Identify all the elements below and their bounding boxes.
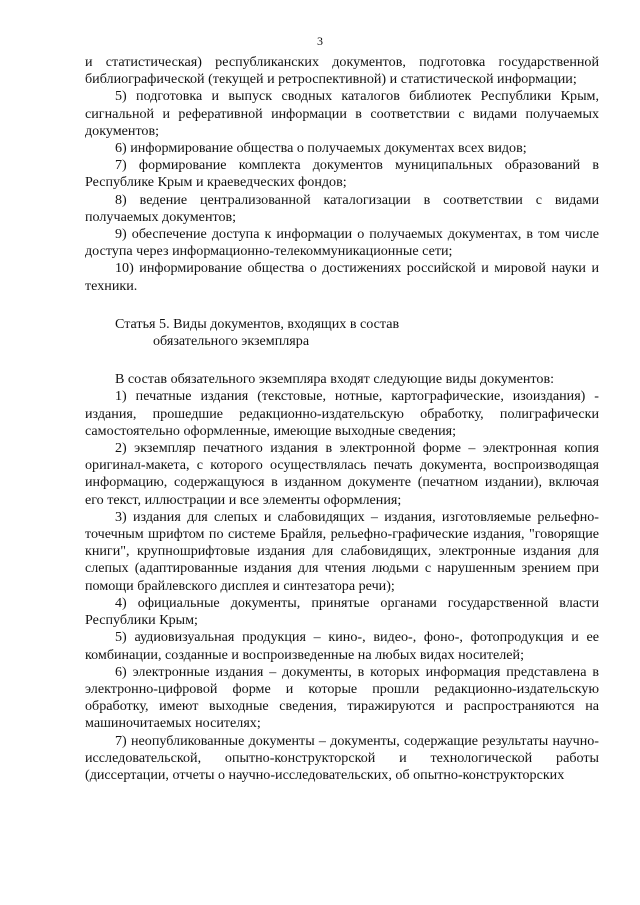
function-item-5: 5) подготовка и выпуск сводных каталогов библиотек Республики Крым, сигнальной и реферативной информации в соответствии с видами получаемых документов; — [85, 88, 599, 139]
document-type-3: 3) издания для слепых и слабовидящих – издания, изготовляемые рельефно-точечным шрифтом по системе Брайля, рельефно-графические издания, "говорящие книги", крупношрифтовые издания для слабовидящих, электронные издания для слепых (адаптированные издания для чтения людьми с нарушенным зрением при помощи брайлевского дисплея и синтезатора речи); — [85, 508, 599, 594]
document-type-1: 1) печатные издания (текстовые, нотные, картографические, изоиздания) - издания, прошедшие редакционно-издательскую обработку, полиграфически самостоятельно оформленные, имеющие выходные сведения; — [85, 388, 599, 439]
document-type-5: 5) аудиовизуальная продукция – кино-, видео-, фоно-, фотопродукция и ее комбинации, созданные и воспроизведенные на любых видах носителей; — [85, 629, 599, 663]
document-type-4: 4) официальные документы, принятые органами государственной власти Республики Крым; — [85, 594, 599, 629]
function-item-9: 9) обеспечение доступа к информации о получаемых документах, в том числе доступа через информационно-телекоммуникационные сети; — [85, 226, 599, 260]
intro-paragraph: В состав обязательного экземпляра входят следующие виды документов: — [115, 371, 555, 388]
document-body — [85, 54, 599, 784]
document-type-6: 6) электронные издания – документы, в которых информация представлена в электронно-цифровой форме и которые прошли редакционно-издательскую обработку, имеют выходные сведения, тиражируются и распространяются на машиночитаемых носителях; — [85, 663, 599, 732]
section-gap — [85, 295, 599, 316]
function-item-10: 10) информирование общества о достижениях российской и мировой науки и техники. — [85, 260, 599, 294]
article-title-line-2: обязательного экземпляра — [153, 333, 310, 350]
function-item-6: 6) информирование общества о получаемых документах всех видов; — [115, 140, 527, 157]
document-type-7: 7) неопубликованные документы – документы, содержащие результаты научно-исследовательской, опытно-конструкторской и технологической работы (диссертации, отчеты о научно-исследовательских, об опытно-конструкторских — [85, 732, 599, 783]
section-gap — [85, 350, 599, 371]
document-type-2: 2) экземпляр печатного издания в электронной форме – электронная копия оригинал-макета, с которого осуществлялась печать документа, воспроизводящая информацию, содержащуюся в изданном документе (печатном издании), включая его текст, иллюстрации и все элементы оформления; — [85, 440, 599, 508]
continuation-paragraph: и статистическая) республиканских документов, подготовка государственной библиографической (текущей и ретроспективной) и статистической информации; — [85, 54, 599, 88]
page-number: 3 — [317, 34, 323, 48]
function-item-8: 8) ведение централизованной каталогизации в соответствии с видами получаемых документов; — [85, 191, 599, 225]
article-title-line-1: Статья 5. Виды документов, входящих в состав — [115, 315, 400, 332]
function-item-7: 7) формирование комплекта документов муниципальных образований в Республике Крым и краеведческих фондов; — [85, 157, 599, 191]
